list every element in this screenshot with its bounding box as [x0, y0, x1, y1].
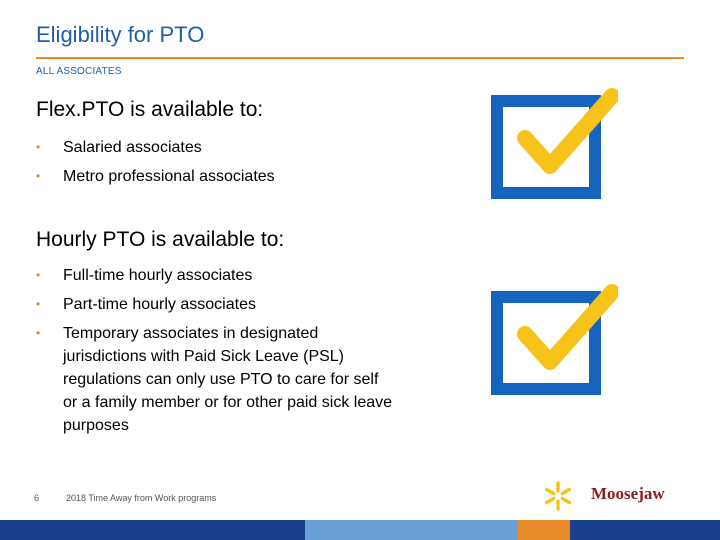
list-item: [36, 136, 416, 159]
footer-color-bar: [0, 520, 720, 540]
footer-text: 2018 Time Away from Work programs: [66, 493, 217, 503]
list-item-text: Salaried associates: [63, 139, 202, 156]
bullet-icon: •: [36, 297, 41, 311]
slide-subtitle: ALL ASSOCIATES: [36, 66, 122, 77]
list-item: [36, 165, 416, 188]
bullet-icon: •: [36, 169, 41, 183]
footer-bar-segment-navy: [0, 520, 305, 540]
list-item: [36, 264, 416, 287]
list-item-text: Full-time hourly associates: [63, 267, 253, 284]
section-heading-hourly-pto: Hourly PTO is available to:: [36, 228, 285, 251]
slide-title: Eligibility for PTO: [36, 22, 205, 47]
footer-bar-segment-navy-end: [570, 520, 720, 540]
title-divider: [36, 57, 684, 59]
walmart-spark-icon: [543, 481, 573, 511]
footer-bar-segment-orange: [518, 520, 570, 540]
list-item: [36, 293, 416, 316]
list-item-text: Part-time hourly associates: [63, 296, 256, 313]
checkbox-checked-icon: [488, 86, 618, 206]
bullet-icon: •: [36, 140, 41, 154]
list-item-text: Temporary associates in designated jurisdictions with Paid Sick Leave (PSL) regulations can only use PTO to care for self or a family member or for other paid sick leave purposes: [63, 325, 393, 434]
moosejaw-logo: Moosejaw: [591, 484, 665, 503]
hourly-pto-list: [36, 264, 416, 437]
footer-bar-segment-lightblue: [305, 520, 518, 540]
page-number: 6: [34, 493, 40, 503]
list-item: [36, 322, 393, 437]
list-item-text: Metro professional associates: [63, 168, 275, 185]
section-heading-flex-pto: Flex.PTO is available to:: [36, 98, 264, 121]
flex-pto-list: [36, 136, 416, 188]
checkbox-checked-icon: [488, 282, 618, 402]
bullet-icon: •: [36, 268, 41, 282]
bullet-icon: •: [36, 326, 41, 340]
